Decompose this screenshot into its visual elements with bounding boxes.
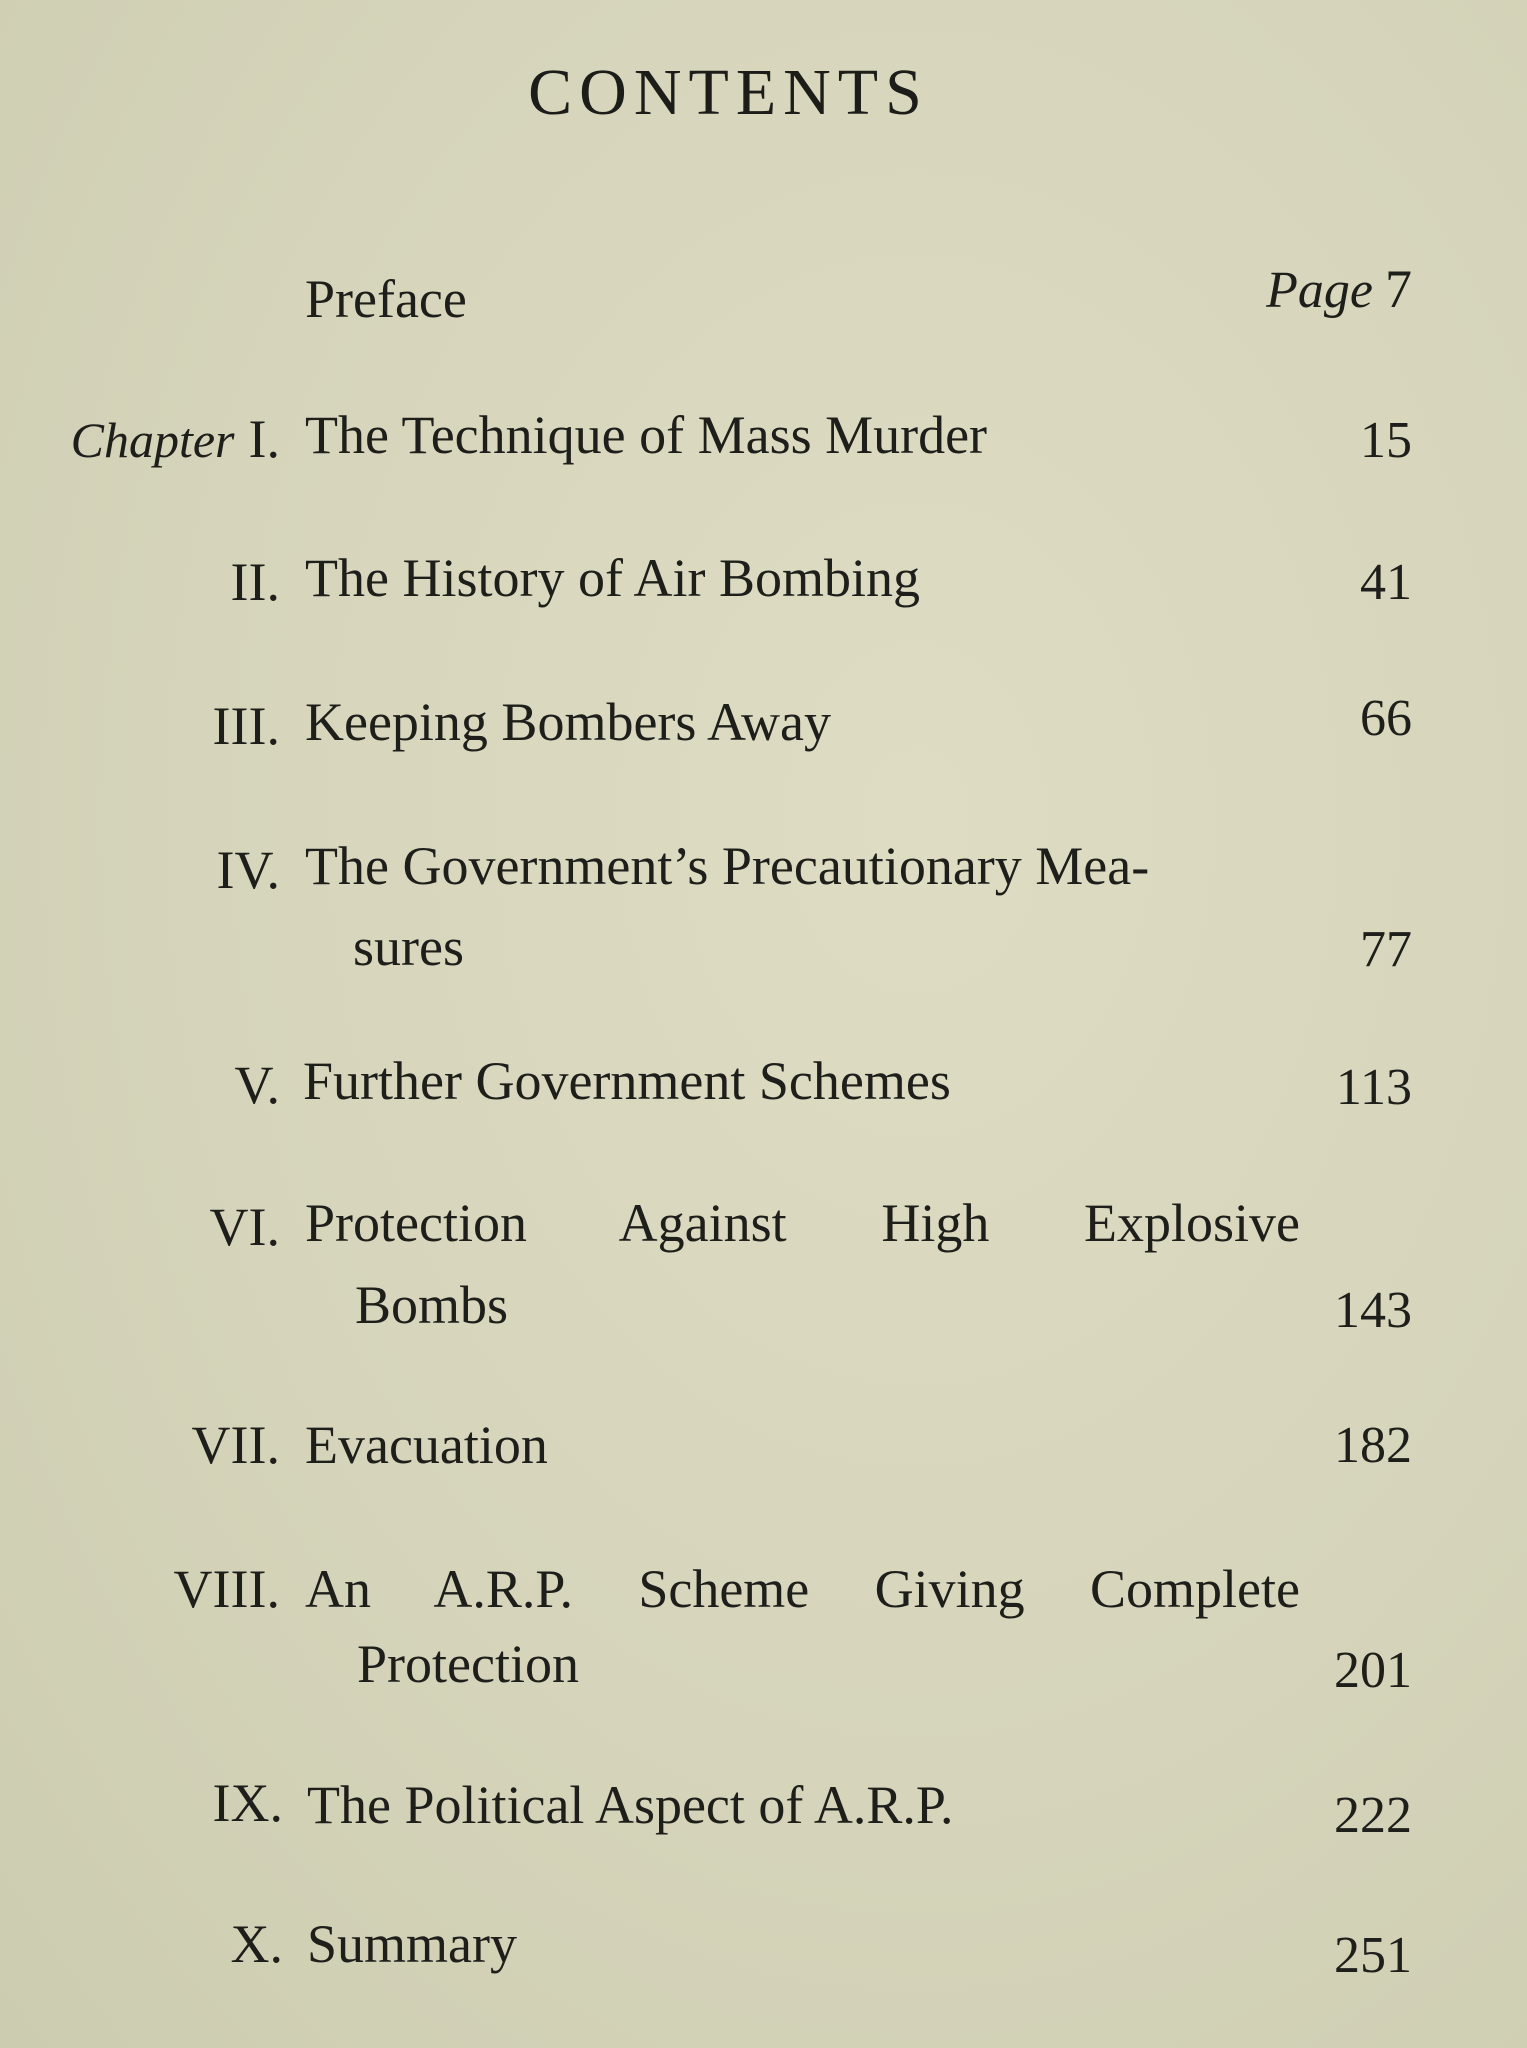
chapter-5-title: Further Government Schemes [303, 1051, 951, 1111]
chapter-10-page: 251 [1334, 1927, 1412, 1984]
chapter-6-title-line2: Bombs [355, 1275, 509, 1335]
preface-label: Preface [305, 269, 467, 329]
chapter-1-title: The Technique of Mass Murder [305, 405, 988, 465]
chapter-1-numeral [0, 409, 280, 469]
chapter-2-title: The History of Air Bombing [305, 548, 920, 608]
chapter-10-title: Summary [307, 1914, 517, 1974]
page-title: CONTENTS [528, 56, 929, 129]
chapter-6-title-line1: Protection Against High Explosive [305, 1193, 1300, 1253]
chapter-4-title-line2: sures [353, 917, 464, 977]
chapter-8-numeral: VIII. [173, 1559, 280, 1619]
chapter-9-page: 222 [1334, 1787, 1412, 1844]
chapter-9-title: The Political Aspect of A.R.P. [307, 1775, 954, 1835]
chapter-7-page: 182 [1334, 1417, 1412, 1474]
numeral: I. [248, 409, 280, 469]
chapter-3-numeral: III. [212, 696, 280, 756]
chapter-8-title-line1: An A.R.P. Scheme Giving Complete [305, 1559, 1300, 1619]
chapter-4-page: 77 [1360, 921, 1412, 978]
chapter-6-numeral: VI. [209, 1197, 280, 1257]
chapter-2-numeral: II. [230, 552, 280, 612]
chapter-4-title-line1: The Government’s Precautionary Mea- [305, 836, 1150, 896]
chapter-9-numeral: IX. [212, 1773, 283, 1833]
chapter-3-title: Keeping Bombers Away [305, 692, 831, 752]
chapter-5-numeral: V. [234, 1055, 280, 1115]
preface-page [1266, 258, 1412, 320]
chapter-2-page: 41 [1360, 554, 1412, 611]
chapter-7-title: Evacuation [305, 1415, 548, 1475]
chapter-7-numeral: VII. [191, 1415, 280, 1475]
chapter-4-numeral: IV. [216, 840, 280, 900]
chapter-6-page: 143 [1334, 1282, 1412, 1339]
chapter-3-page: 66 [1360, 690, 1412, 747]
chapter-1-page: 15 [1360, 412, 1412, 469]
chapter-8-title-line2: Protection [357, 1634, 579, 1694]
chapter-5-page: 113 [1335, 1059, 1412, 1116]
chapter-8-page: 201 [1334, 1642, 1412, 1699]
chapter-10-numeral: X. [230, 1914, 283, 1974]
chapter-word: Chapter [70, 412, 235, 468]
preface-page-number: 7 [1385, 259, 1412, 319]
page-word: Page [1266, 262, 1373, 319]
